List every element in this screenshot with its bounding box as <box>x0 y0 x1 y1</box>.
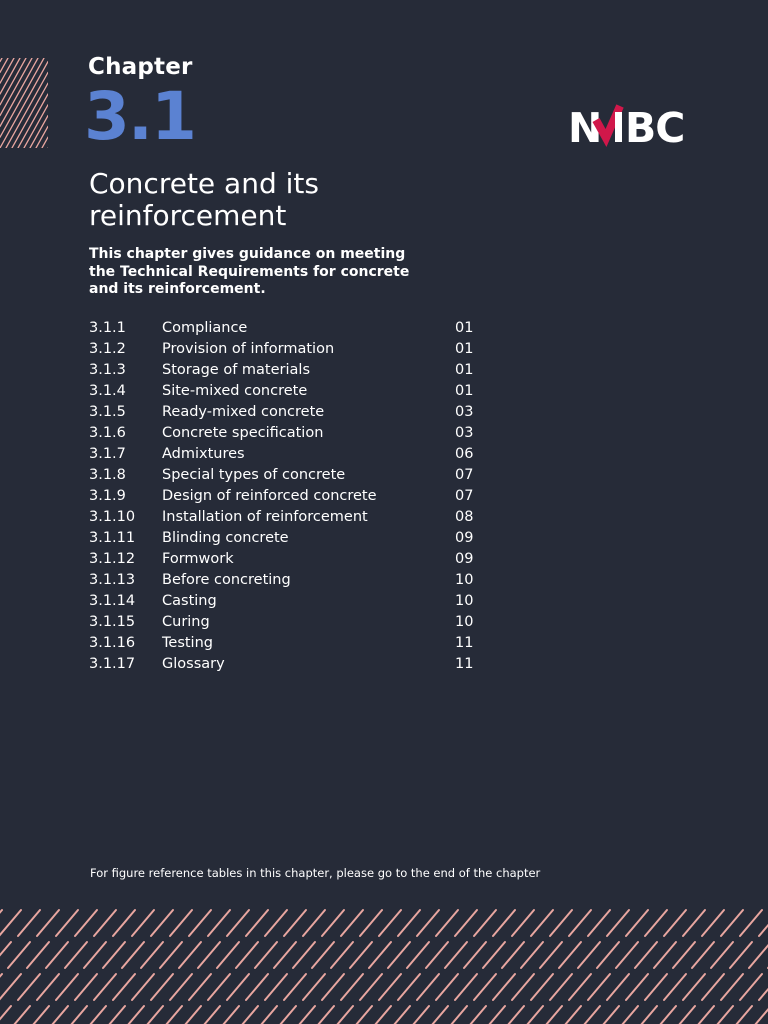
hatch-stroke <box>740 974 762 1000</box>
hatch-stroke <box>217 1006 239 1024</box>
hatch-stroke <box>407 942 429 968</box>
hatch-stroke <box>417 910 439 936</box>
hatch-stroke <box>227 910 249 936</box>
hatch-line <box>0 58 2 62</box>
hatch-stroke <box>388 1006 410 1024</box>
hatch-stroke <box>46 942 68 968</box>
hatch-stroke <box>312 1006 334 1024</box>
hatch-stroke <box>512 974 534 1000</box>
hatch-stroke <box>635 942 657 968</box>
hatch-stroke <box>673 942 695 968</box>
hatch-stroke <box>369 1006 391 1024</box>
hatch-stroke <box>141 1006 163 1024</box>
hatch-stroke <box>388 942 410 968</box>
hatch-stroke <box>445 1006 467 1024</box>
hatch-stroke <box>455 974 477 1000</box>
hatch-stroke <box>160 1006 182 1024</box>
hatch-stroke <box>464 1006 486 1024</box>
toc-page-number: 01 <box>455 362 474 378</box>
toc-page-number: 08 <box>455 509 474 525</box>
hatch-stroke <box>151 910 173 936</box>
hatch-stroke <box>531 910 553 936</box>
hatch-stroke <box>0 910 21 936</box>
toc-section-number: 3.1.9 <box>89 488 126 504</box>
hatch-stroke <box>179 1006 201 1024</box>
toc-row[interactable] <box>89 633 489 654</box>
toc-page-number: 03 <box>455 425 474 441</box>
hatch-stroke <box>749 942 768 968</box>
hatch-stroke <box>578 1006 600 1024</box>
hatch-stroke <box>255 1006 277 1024</box>
toc-section-number: 3.1.8 <box>89 467 126 483</box>
table-of-contents <box>89 318 489 675</box>
hatch-stroke <box>369 942 391 968</box>
hatch-stroke <box>540 1006 562 1024</box>
hatch-stroke <box>284 910 306 936</box>
hatch-stroke <box>474 974 496 1000</box>
hatch-stroke <box>398 910 420 936</box>
hatch-stroke <box>198 942 220 968</box>
toc-page-number: 09 <box>455 551 474 567</box>
hatch-stroke <box>27 942 49 968</box>
hatch-stroke <box>284 974 306 1000</box>
hatch-stroke <box>27 1006 49 1024</box>
hatch-line <box>0 58 44 137</box>
hatch-stroke <box>322 974 344 1000</box>
toc-row[interactable] <box>89 528 489 549</box>
hatch-stroke <box>673 1006 695 1024</box>
hatch-stroke <box>236 942 258 968</box>
hatch-stroke <box>360 974 382 1000</box>
toc-row[interactable] <box>89 339 489 360</box>
hatch-stroke <box>293 1006 315 1024</box>
hatch-stroke <box>616 1006 638 1024</box>
hatch-stroke <box>721 910 743 936</box>
toc-row[interactable] <box>89 444 489 465</box>
hatch-stroke <box>559 942 581 968</box>
hatch-stroke <box>607 910 629 936</box>
hatch-stroke <box>293 942 315 968</box>
hatch-stroke <box>493 974 515 1000</box>
hatch-stroke <box>303 974 325 1000</box>
hatch-stroke <box>749 1006 768 1024</box>
hatch-line <box>0 58 20 94</box>
hatch-stroke <box>426 1006 448 1024</box>
hatch-stroke <box>550 974 572 1000</box>
toc-row[interactable] <box>89 507 489 528</box>
toc-page-number: 11 <box>455 635 474 651</box>
hatch-stroke <box>132 910 154 936</box>
hatch-stroke <box>559 1006 581 1024</box>
toc-section-title: Testing <box>162 635 213 651</box>
hatch-stroke <box>398 974 420 1000</box>
toc-section-title: Compliance <box>162 320 248 336</box>
hatch-stroke <box>350 1006 372 1024</box>
chapter-title: Concrete and its reinforcement <box>89 167 319 232</box>
hatch-stroke <box>645 910 667 936</box>
hatch-stroke <box>18 910 40 936</box>
hatch-stroke <box>322 910 344 936</box>
hatch-stroke <box>141 942 163 968</box>
hatch-stroke <box>46 1006 68 1024</box>
toc-page-number: 07 <box>455 467 474 483</box>
toc-page-number: 11 <box>455 656 474 672</box>
hatch-stroke <box>312 942 334 968</box>
hatch-stroke <box>0 942 11 968</box>
hatch-stroke <box>265 974 287 1000</box>
hatch-stroke <box>569 974 591 1000</box>
toc-section-title: Special types of concrete <box>162 467 346 483</box>
hatch-stroke <box>626 910 648 936</box>
hatch-stroke <box>683 910 705 936</box>
hatch-stroke <box>569 910 591 936</box>
hatch-stroke <box>94 910 116 936</box>
toc-page-number: 10 <box>455 614 474 630</box>
hatch-stroke <box>170 910 192 936</box>
hatch-stroke <box>132 974 154 1000</box>
toc-row[interactable] <box>89 486 489 507</box>
hatch-stroke <box>0 974 21 1000</box>
hatch-stroke <box>578 942 600 968</box>
toc-section-title: Concrete specification <box>162 425 324 441</box>
hatch-stroke <box>151 974 173 1000</box>
toc-page-number: 10 <box>455 572 474 588</box>
toc-row[interactable] <box>89 402 489 423</box>
hatch-stroke <box>426 942 448 968</box>
hatch-stroke <box>597 942 619 968</box>
toc-section-title: Curing <box>162 614 210 630</box>
toc-section-number: 3.1.6 <box>89 425 126 441</box>
toc-section-number: 3.1.12 <box>89 551 136 567</box>
toc-section-number: 3.1.14 <box>89 593 136 609</box>
hatch-line <box>18 94 48 148</box>
toc-page-number: 06 <box>455 446 474 462</box>
toc-section-title: Provision of information <box>162 341 335 357</box>
hatch-stroke <box>464 942 486 968</box>
decorative-hatch-top <box>0 58 48 148</box>
toc-page-number: 10 <box>455 593 474 609</box>
hatch-stroke <box>56 974 78 1000</box>
toc-section-title: Admixtures <box>162 446 245 462</box>
toc-section-number: 3.1.16 <box>89 635 136 651</box>
svg-text:N: N <box>568 104 602 150</box>
hatch-stroke <box>122 1006 144 1024</box>
hatch-stroke <box>75 910 97 936</box>
hatch-stroke <box>113 910 135 936</box>
toc-section-number: 3.1.10 <box>89 509 136 525</box>
toc-row[interactable] <box>89 591 489 612</box>
hatch-stroke <box>236 1006 258 1024</box>
hatch-stroke <box>360 910 382 936</box>
hatch-stroke <box>160 942 182 968</box>
hatch-stroke <box>645 974 667 1000</box>
toc-section-title: Site-mixed concrete <box>162 383 308 399</box>
hatch-stroke <box>75 974 97 1000</box>
toc-section-title: Casting <box>162 593 217 609</box>
toc-section-number: 3.1.7 <box>89 446 126 462</box>
hatch-stroke <box>113 974 135 1000</box>
hatch-stroke <box>550 910 572 936</box>
toc-page-number: 03 <box>455 404 474 420</box>
hatch-stroke <box>521 1006 543 1024</box>
hatch-stroke <box>654 942 676 968</box>
hatch-stroke <box>588 974 610 1000</box>
hatch-stroke <box>711 1006 733 1024</box>
hatch-stroke <box>84 1006 106 1024</box>
hatch-stroke <box>103 942 125 968</box>
hatch-stroke <box>18 974 40 1000</box>
hatch-line <box>24 105 48 148</box>
hatch-stroke <box>94 974 116 1000</box>
toc-row[interactable] <box>89 612 489 633</box>
hatch-stroke <box>331 942 353 968</box>
hatch-stroke <box>8 1006 30 1024</box>
toc-section-title: Glossary <box>162 656 225 672</box>
hatch-stroke <box>0 1006 11 1024</box>
hatch-line <box>0 62 48 148</box>
hatch-stroke <box>502 942 524 968</box>
toc-section-number: 3.1.5 <box>89 404 126 420</box>
hatch-stroke <box>246 974 268 1000</box>
toc-section-title: Formwork <box>162 551 234 567</box>
hatch-stroke <box>502 1006 524 1024</box>
toc-row[interactable] <box>89 381 489 402</box>
chapter-label: Chapter <box>88 54 193 80</box>
toc-section-title: Design of reinforced concrete <box>162 488 377 504</box>
hatch-stroke <box>265 910 287 936</box>
hatch-stroke <box>189 910 211 936</box>
hatch-stroke <box>702 910 724 936</box>
hatch-stroke <box>84 942 106 968</box>
toc-row[interactable] <box>89 465 489 486</box>
hatch-stroke <box>540 942 562 968</box>
toc-section-number: 3.1.2 <box>89 341 126 357</box>
hatch-stroke <box>721 974 743 1000</box>
toc-section-title: Installation of reinforcement <box>162 509 368 525</box>
hatch-stroke <box>521 942 543 968</box>
hatch-stroke <box>607 974 629 1000</box>
hatch-stroke <box>664 910 686 936</box>
toc-section-title: Blinding concrete <box>162 530 289 546</box>
hatch-stroke <box>65 942 87 968</box>
hatch-stroke <box>350 942 372 968</box>
hatch-stroke <box>331 1006 353 1024</box>
hatch-stroke <box>189 974 211 1000</box>
hatch-stroke <box>436 910 458 936</box>
hatch-stroke <box>341 910 363 936</box>
hatch-stroke <box>65 1006 87 1024</box>
hatch-stroke <box>654 1006 676 1024</box>
hatch-stroke <box>512 910 534 936</box>
hatch-stroke <box>341 974 363 1000</box>
hatch-stroke <box>531 974 553 1000</box>
toc-page-number: 07 <box>455 488 474 504</box>
toc-row[interactable] <box>89 654 489 675</box>
hatch-stroke <box>379 910 401 936</box>
toc-row[interactable] <box>89 360 489 381</box>
hatch-stroke <box>274 942 296 968</box>
hatch-stroke <box>730 942 752 968</box>
hatch-stroke <box>493 910 515 936</box>
toc-page-number: 01 <box>455 383 474 399</box>
hatch-stroke <box>711 942 733 968</box>
hatch-stroke <box>37 910 59 936</box>
hatch-stroke <box>274 1006 296 1024</box>
hatch-stroke <box>445 942 467 968</box>
hatch-stroke <box>483 942 505 968</box>
hatch-stroke <box>730 1006 752 1024</box>
hatch-stroke <box>246 910 268 936</box>
hatch-stroke <box>588 910 610 936</box>
hatch-stroke <box>227 974 249 1000</box>
hatch-stroke <box>740 910 762 936</box>
toc-section-number: 3.1.3 <box>89 362 126 378</box>
hatch-stroke <box>170 974 192 1000</box>
hatch-stroke <box>379 974 401 1000</box>
toc-page-number: 01 <box>455 320 474 336</box>
hatch-stroke <box>692 942 714 968</box>
svg-text:BC: BC <box>625 104 685 150</box>
hatch-stroke <box>37 974 59 1000</box>
hatch-stroke <box>683 974 705 1000</box>
toc-row[interactable] <box>89 423 489 444</box>
hatch-line <box>36 126 48 148</box>
nhbc-logo <box>566 102 716 150</box>
hatch-stroke <box>255 942 277 968</box>
hatch-stroke <box>759 974 768 1000</box>
toc-page-number: 09 <box>455 530 474 546</box>
toc-row[interactable] <box>89 570 489 591</box>
hatch-stroke <box>616 942 638 968</box>
hatch-stroke <box>198 1006 220 1024</box>
hatch-stroke <box>208 974 230 1000</box>
toc-section-number: 3.1.17 <box>89 656 136 672</box>
decorative-hatch-bottom <box>0 902 768 1024</box>
toc-page-number: 01 <box>455 341 474 357</box>
hatch-stroke <box>635 1006 657 1024</box>
hatch-stroke <box>303 910 325 936</box>
toc-section-title: Storage of materials <box>162 362 311 378</box>
hatch-stroke <box>626 974 648 1000</box>
hatch-stroke <box>474 910 496 936</box>
hatch-stroke <box>217 942 239 968</box>
hatch-stroke <box>417 974 439 1000</box>
hatch-stroke <box>759 910 768 936</box>
figure-reference-note: For figure reference tables in this chapter, please go to the end of the chapter <box>90 866 541 880</box>
toc-row[interactable] <box>89 318 489 339</box>
hatch-stroke <box>483 1006 505 1024</box>
hatch-stroke <box>179 942 201 968</box>
hatch-stroke <box>692 1006 714 1024</box>
hatch-stroke <box>208 910 230 936</box>
toc-section-number: 3.1.13 <box>89 572 136 588</box>
toc-row[interactable] <box>89 549 489 570</box>
hatch-stroke <box>8 942 30 968</box>
hatch-line <box>0 58 38 126</box>
hatch-stroke <box>407 1006 429 1024</box>
hatch-line <box>0 58 32 116</box>
hatch-stroke <box>702 974 724 1000</box>
toc-section-title: Before concreting <box>162 572 291 588</box>
hatch-stroke <box>56 910 78 936</box>
hatch-stroke <box>436 974 458 1000</box>
chapter-intro: This chapter gives guidance on meeting the Technical Requirements for concrete and its reinforcement. <box>89 246 410 297</box>
hatch-stroke <box>455 910 477 936</box>
chapter-number: 3.1 <box>84 78 195 155</box>
toc-section-number: 3.1.1 <box>89 320 126 336</box>
hatch-stroke <box>664 974 686 1000</box>
hatch-line <box>0 58 14 83</box>
hatch-stroke <box>103 1006 125 1024</box>
toc-section-title: Ready-mixed concrete <box>162 404 325 420</box>
toc-section-number: 3.1.15 <box>89 614 136 630</box>
toc-section-number: 3.1.4 <box>89 383 126 399</box>
hatch-stroke <box>597 1006 619 1024</box>
hatch-line <box>42 137 48 148</box>
hatch-stroke <box>122 942 144 968</box>
toc-section-number: 3.1.11 <box>89 530 136 546</box>
